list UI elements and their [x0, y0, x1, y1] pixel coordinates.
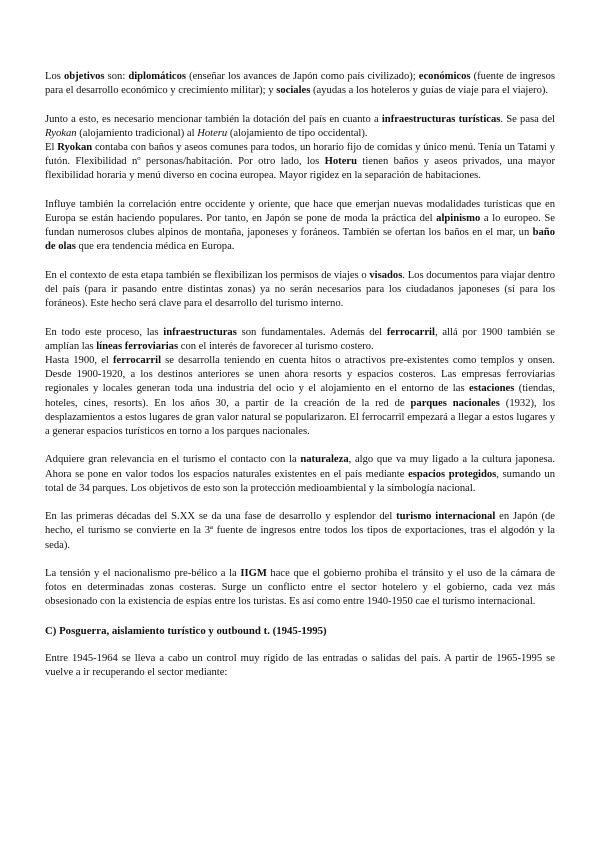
text-run: son: [104, 71, 129, 82]
text-run: , sumando un total de 34 parques. Los objetivos de esto son la protección medioambiental y la simbología nacional. [45, 468, 555, 494]
text-run: (enseñar los avances de Japón como país civilizado); [186, 71, 419, 82]
paragraph [45, 141, 555, 184]
text-run: (alojamiento tradicional) al [76, 127, 198, 139]
paragraph [45, 70, 555, 98]
paragraph [45, 269, 555, 312]
text-run: a lo europeo. Se fundan numerosos clubes alpinos de montaña, japoneses y foráneos. También se ofertan los baños en el mar, un [45, 213, 555, 239]
paragraph [45, 326, 555, 354]
bold-term: espacios protegidos [408, 468, 497, 480]
bold-term: objetivos [63, 71, 105, 82]
document-page [45, 70, 555, 695]
text-run: El [45, 142, 58, 153]
text-run: (fuente de ingresos para el desarrollo económico y crecimiento militar); y [45, 71, 555, 97]
italic-term: Ryokan [45, 127, 77, 139]
bold-term: diplomáticos [128, 71, 187, 82]
paragraph [45, 453, 555, 496]
text-run: con el interés de favorecer al turismo costero. [178, 340, 374, 352]
bold-term: infraestructuras turísticas [381, 113, 501, 125]
text-run: , algo que va muy ligado a la cultura japonesa. Ahora se pone en valor todos los espacios naturales existentes en el país mediante [45, 454, 555, 480]
text-run: (tiendas, hoteles, cines, resorts). En los años 30, a partir de la creación de la red de [45, 383, 555, 409]
bold-term: IIGM [240, 568, 267, 579]
text-run: Los [45, 71, 64, 82]
bold-term: baño de olas [45, 227, 555, 253]
text-run: en Japón (de hecho, el turismo se convierte en la 3ª fuente de ingresos entre todos los tipos de exportaciones, tras el algodón y la seda). [45, 511, 556, 551]
paragraph [45, 510, 555, 553]
bold-term: infraestructuras [163, 326, 237, 338]
text-run: tienen baños y aseos privados, una mayor flexibilidad horaria y menú diverso en cocina europea. Mayor rigidez en la separación de habitaciones. [45, 156, 556, 182]
text-run: , allá por 1900 también se amplían las [45, 326, 555, 352]
bold-term: parques nacionales [410, 397, 500, 409]
text-run: (ayudas a los hoteleros y guías de viaje para el viajero). [310, 85, 549, 97]
text-run: La tensión y el nacionalismo pre-bélico a la [45, 568, 241, 579]
paragraph [45, 567, 555, 610]
text-run: se desarrolla teniendo en cuenta hitos o atractivos pre-existentes como templos y onsen. Desde 1900-1920, a los destinos anteriores se unen ahora resorts y espacios costeros. Las empresas ferroviarias regionales y locales generan toda una industria del ocio y el alojamiento en el entorno de las [45, 355, 555, 395]
paragraph [45, 113, 555, 141]
bold-term: turismo internacional [396, 511, 496, 523]
bold-term: Ryokan [57, 142, 93, 153]
text-run: Junto a esto, es necesario mencionar también la dotación del país en cuanto a [45, 113, 382, 125]
text-run: son fundamentales. Además del [236, 326, 387, 338]
bold-term: naturaleza [300, 454, 349, 466]
bold-term: estaciones [469, 383, 515, 395]
bold-term: Hoteru [324, 156, 358, 168]
text-run: Hasta 1900, el [45, 355, 113, 366]
text-run: Influye también la correlación entre occidente y oriente, que hace que emerjan nuevas modalidades turísticas que en Europa se están haciendo populares. Por tanto, en Japón se pone de moda la práctica del [45, 198, 555, 224]
text-run: hace que el gobierno prohíba el tránsito y el uso de la cámara de fotos en determinadas zonas costeras. Surge un conflicto entre el sector hotelero y el gobierno, cada vez más obsesionado con la existencia de espías entre los turistas. Es así como entre 1940-1950 cae el turismo internacional. [45, 568, 555, 608]
text-run: contaba con baños y aseos comunes para todos, un horario fijo de comidas y único menú. Tenía un Tatami y futón. Flexibilidad nº personas/habitación. Por otro lado, los [45, 142, 555, 168]
text-run: . Los documentos para viajar dentro del país (para ir pasando entre distintas zonas) ya no serán necesarios para los ciudadanos japoneses (sí para los foráneos). Este hecho será clave para el desarrollo del turismo interno. [45, 269, 555, 310]
closing-paragraph: Entre 1945-1964 se lleva a cabo un control muy rígido de las entradas o salidas del país. A partir de 1965-1995 se vuelve a ir recuperando el sector mediante: [45, 653, 555, 679]
body-text [45, 70, 555, 610]
text-run: Adquiere gran relevancia en el turismo el contacto con la [45, 454, 301, 466]
bold-term: líneas ferroviarias [96, 340, 179, 352]
text-run: (1932), los desplazamientos a estos lugares de gran valor natural se popularizaron. El ferrocarril empezará a llegar a estos lugares y a generar espacios turísticos en torno a los parques nacionales. [45, 397, 555, 438]
paragraph [45, 354, 555, 439]
bold-term: visados [369, 269, 403, 281]
italic-term: Hoteru [197, 127, 228, 139]
bold-term: alpinismo [436, 213, 481, 224]
text-run: En las primeras décadas del S.XX se da una fase de desarrollo y esplendor del [45, 511, 397, 523]
text-run: En el contexto de esta etapa también se flexibilizan los permisos de viajes o [45, 269, 370, 281]
bold-term: ferrocarril [386, 326, 435, 338]
paragraph [45, 198, 555, 255]
text-run: (alojamiento de tipo occidental). [227, 127, 368, 139]
section-heading: C) Posguerra, aislamiento turístico y outbound t. (1945-1995) [45, 624, 327, 637]
bold-term: ferrocarril [112, 355, 162, 366]
bold-term: económicos [418, 71, 471, 82]
text-run: que era tendencia médica en Europa. [75, 241, 235, 253]
text-run: . Se pasa del [500, 113, 555, 125]
bold-term: sociales [276, 85, 311, 97]
text-run: En todo este proceso, las [45, 326, 164, 338]
